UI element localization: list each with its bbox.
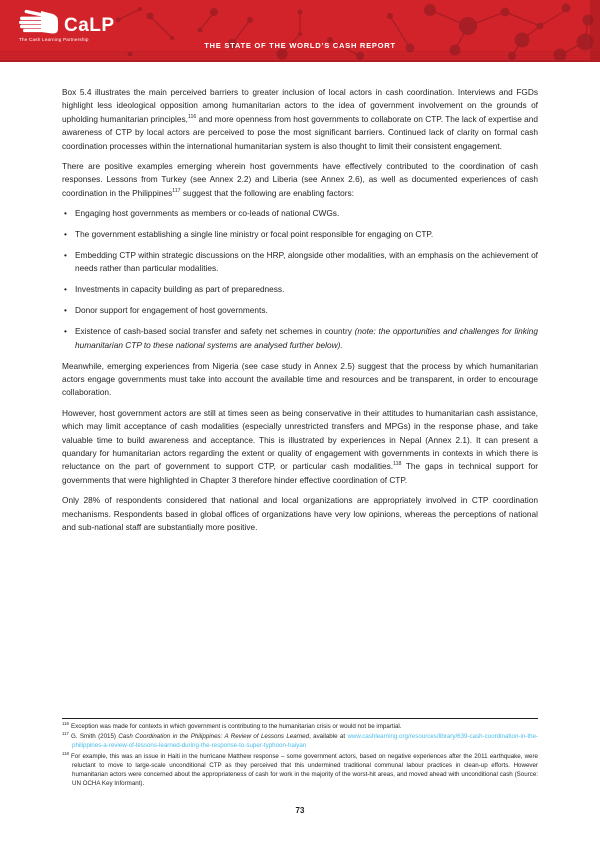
text-segment: Only 28% of respondents considered that national and local organizations are appropriately involved in CTP coordination mechanisms. Respondents based in global offices of organizations have very low opinions, whereas the perceptions of national and sub-national staff are substantially more positive. <box>62 495 538 532</box>
footnote <box>62 752 538 789</box>
text-segment: , available at <box>309 733 348 741</box>
report-title: THE STATE OF THE WORLD’S CASH REPORT <box>204 41 396 50</box>
logo-tagline: The Cash Learning Partnership <box>19 37 89 42</box>
body-paragraph <box>62 360 538 400</box>
bullet-item <box>62 304 538 317</box>
text-segment: The gaps in technical support for governments that were highlighted in Chapter 3 therefore hinder effective coordination of CTP. <box>62 461 539 485</box>
page-number: 73 <box>295 806 305 815</box>
body-paragraph <box>62 160 538 200</box>
hand-icon <box>19 8 59 35</box>
text-segment: Exception was made for contexts in which government is contributing to the humanitarian crisis or would not be impartial. <box>71 723 402 730</box>
footnote <box>62 732 538 750</box>
superscript-ref: 116 <box>187 114 197 121</box>
bullet-item <box>62 207 538 220</box>
text-segment: Cash Coordination in the Philippines: A Review of Lessons Learned <box>118 733 310 741</box>
bullet-dot-icon: • <box>64 229 67 240</box>
body-paragraph <box>62 494 538 534</box>
page-header-band <box>0 0 600 62</box>
text-segment: For example, this was an issue in Haiti in the hurricane Matthew response – some government actors, based on negative experiences after the 2011 earthquake, were reluctant to move to large-scale unconditional CTP as they perceived that this undermined traditional communal labour practices in clean-up efforts. However humanitarian actors were concerned about the appropriateness of cash for work in the majority of the worst-hit areas, and moved ahead with unconditional cash (Source: UN OCHA Key Informant). <box>71 752 538 788</box>
footnotes-list <box>62 722 538 789</box>
footnote-divider <box>62 718 538 719</box>
text-segment: Donor support for engagement of host governments. <box>75 305 268 316</box>
bullet-item <box>62 325 538 352</box>
text-segment: Meanwhile, emerging experiences from Nigeria (see case study in Annex 2.5) suggest that the process by which humanitarian actors engage governments must take into account the available time and resources and be transparent, in order to encourage collaboration. <box>62 360 538 398</box>
bullet-dot-icon: • <box>64 305 67 316</box>
bullet-dot-icon: • <box>64 284 67 295</box>
text-segment: However, host government actors are still at times seen as being conservative in their attitudes to humanitarian cash assistance, which may limit acceptance of cash modalities (especially unrestricted transfers and MPGs) in the response phase, and take valuable time to build awareness and acceptance. This is illustrated by experiences in Nepal (Annex 2.1). It can present a quandary for humanitarian actors regarding the extent or quality of engagement with governments in contexts in which there is reluctance on the part of government to support CTP, or particular cash modalities. <box>62 407 538 472</box>
bullet-item <box>62 228 538 241</box>
footnote-url-link[interactable]: www.cashlearning.org/resources/library/639-cash-coordination-in-the-philippines-a-review-of-lessons-learned-during-the-response-to-super-typhoon-haiyan <box>72 733 538 750</box>
bullet-item <box>62 283 538 296</box>
text-segment: The government establishing a single line ministry or focal point responsible for engaging on CTP. <box>75 229 434 240</box>
bullet-dot-icon: • <box>64 326 67 337</box>
superscript-ref: 118 <box>393 461 402 468</box>
footnote-number: 118 <box>62 750 69 756</box>
bullet-item <box>62 249 538 276</box>
text-segment: Box 5.4 illustrates the main perceived barriers to greater inclusion of local actors in cash coordination. Interviews and FGDs highlight less ideological opposition among humanitarian actors to the idea of government involvement on the grounds of upholding humanitarian principles, <box>62 87 538 124</box>
text-segment: Existence of cash-based social transfer and safety net schemes in country <box>75 326 355 337</box>
text-segment: Investments in capacity building as part of preparedness. <box>75 284 285 295</box>
text-segment: Engaging host governments as members or co-leads of national CWGs. <box>75 208 340 219</box>
text-segment: Embedding CTP within strategic discussions on the HRP, alongside other modalities, with an emphasis on the achievement of needs rather than particular modalities. <box>75 250 538 274</box>
bullet-dot-icon: • <box>64 250 67 261</box>
footnote <box>62 722 538 731</box>
bullet-dot-icon: • <box>64 208 67 219</box>
text-segment: There are positive examples emerging wherein host governments have effectively contributed to the coordination of cash responses. Lessons from Turkey (see Annex 2.2) and Liberia (see Annex 2.6), as well as documented experiences of cash coordination in the Philippines <box>62 161 538 198</box>
bullet-list <box>62 207 538 352</box>
body-paragraph <box>62 86 538 153</box>
body-paragraph <box>62 407 538 487</box>
calp-logo <box>19 8 115 42</box>
text-segment: G. Smith (2015) <box>71 733 119 741</box>
text-segment: suggest that the following are enabling factors: <box>180 187 354 198</box>
body-content <box>62 86 538 541</box>
footnote-number: 117 <box>62 731 69 737</box>
logo-name: CaLP <box>64 15 115 36</box>
footnote-number: 116 <box>62 720 69 726</box>
superscript-ref: 117 <box>172 188 181 195</box>
text-segment: and more openness from host governments to collaborate on CTP. The lack of expertise and awareness of CTP by local actors are perceived to pose the most significant barriers. Continued lack of clarity on formal cash coordination processes within the international humanitarian system is also thought to limit their consistent engagement. <box>62 113 538 151</box>
text-segment: (note: the opportunities and challenges for linking humanitarian CTP to these national systems are analysed further below). <box>75 326 539 350</box>
